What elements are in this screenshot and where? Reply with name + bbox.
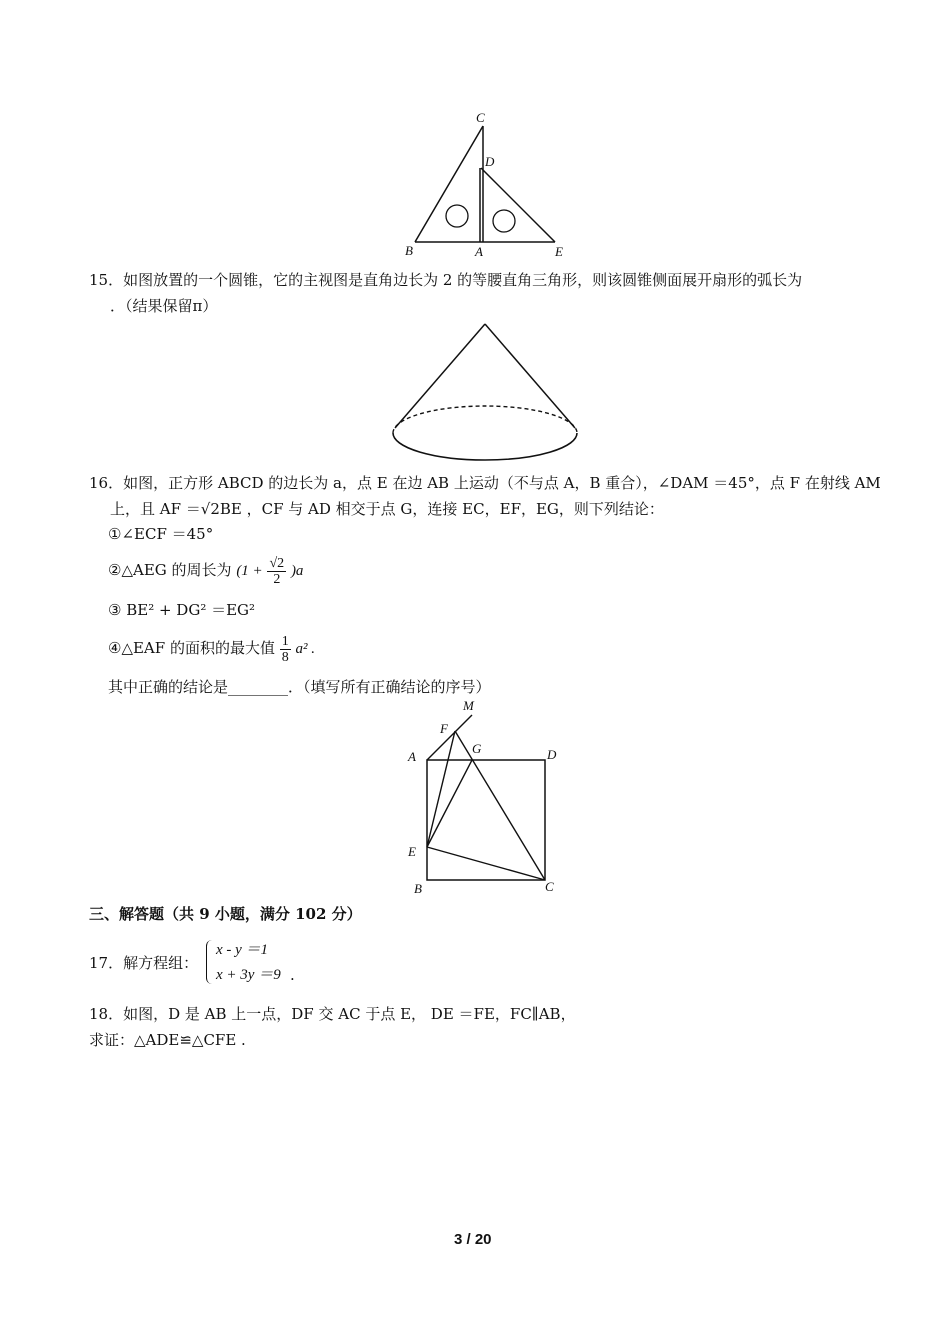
label-d: D bbox=[547, 747, 557, 762]
q17-prefix: 17．解方程组： bbox=[89, 954, 199, 972]
label-m: M bbox=[463, 698, 474, 713]
item4-denominator: 8 bbox=[281, 649, 289, 665]
q18-line2: 求证：△ADE≌△CFE . bbox=[89, 1031, 246, 1049]
equation-brace bbox=[206, 940, 213, 984]
line-dx bbox=[481, 168, 555, 242]
item4-fraction bbox=[280, 634, 291, 665]
label-b: B bbox=[405, 243, 413, 258]
circle-left bbox=[446, 205, 468, 227]
cone-side-left bbox=[395, 324, 485, 428]
circle-right bbox=[493, 210, 515, 232]
page-number: 3 / 20 bbox=[454, 1231, 492, 1248]
cone-side-right bbox=[485, 324, 575, 428]
cone-figure bbox=[385, 318, 585, 468]
cone-base-back bbox=[393, 406, 577, 433]
line-fe bbox=[427, 731, 455, 847]
square-abcd bbox=[427, 760, 545, 880]
item2-numerator: √2 bbox=[269, 555, 285, 571]
label-a: A bbox=[408, 749, 416, 764]
q15-line1: 15．如图放置的一个圆锥，它的主视图是直角边长为 2 的等腰直角三角形，则该圆锥侧面展开扇形的弧长为 bbox=[89, 271, 803, 289]
square-figure bbox=[400, 693, 575, 898]
label-c: C bbox=[545, 879, 554, 894]
q17-eq2: x + 3y ＝9 bbox=[216, 967, 281, 983]
q16-item2 bbox=[108, 548, 303, 593]
item2-denominator: 2 bbox=[273, 571, 281, 587]
q16-item1: ①∠ECF ＝45° bbox=[108, 525, 214, 543]
q16-line2: 上，且 AF ＝√2BE ，CF 与 AD 相交于点 G，连接 EC，EF，EG，则下列结论： bbox=[110, 500, 664, 518]
triangle-figure bbox=[395, 110, 575, 262]
q16-line1: 16．如图，正方形 ABCD 的边长为 a，点 E 在边 AB 上运动（不与点 A，B 重合），∠DAM ＝45°，点 F 在射线 AM bbox=[89, 474, 881, 492]
q17-eq1: x - y ＝1 bbox=[216, 942, 269, 958]
q16-conclusion: 其中正确的结论是________．（填写所有正确结论的序号） bbox=[108, 678, 491, 696]
q17-suffix: . bbox=[290, 966, 295, 984]
q16-item4 bbox=[108, 626, 315, 671]
section3-title: 三、解答题（共 9 小题，满分 102 分） bbox=[89, 905, 362, 923]
item4-suffix: a² . bbox=[295, 641, 316, 657]
label-b: B bbox=[414, 881, 422, 896]
label-e: E bbox=[555, 244, 563, 259]
label-e: E bbox=[408, 844, 416, 859]
item4-prefix: ④△EAF 的面积的最大值 bbox=[108, 639, 275, 657]
item2-formula-left: (1 + bbox=[236, 563, 263, 579]
label-f: F bbox=[440, 721, 448, 736]
item2-prefix: ②△AEG 的周长为 bbox=[108, 561, 232, 579]
cone-base-front bbox=[393, 433, 577, 460]
label-g: G bbox=[472, 741, 482, 756]
label-c: C bbox=[476, 110, 485, 125]
item2-formula-right: )a bbox=[290, 563, 304, 579]
q16-item3: ③ BE² + DG² ＝EG² bbox=[108, 601, 256, 619]
q18-line1: 18．如图，D 是 AB 上一点，DF 交 AC 于点 E， DE ＝FE，FC∥AB， bbox=[89, 1005, 576, 1023]
line-bc bbox=[415, 126, 483, 242]
label-d: D bbox=[485, 154, 495, 169]
line-fc bbox=[455, 731, 545, 880]
line-ge bbox=[427, 760, 472, 847]
label-a: A bbox=[475, 244, 483, 259]
q15-line2: ．（结果保留π） bbox=[110, 297, 218, 315]
item2-fraction bbox=[267, 556, 286, 587]
item4-numerator: 1 bbox=[281, 633, 289, 649]
